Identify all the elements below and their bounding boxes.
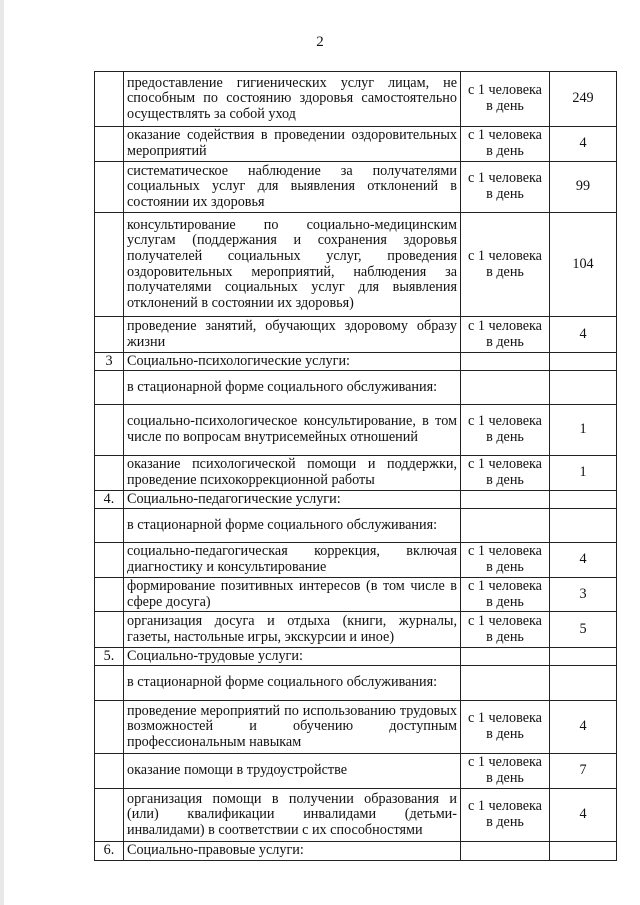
table-row (95, 666, 617, 701)
service-value: 4 (550, 789, 617, 842)
row-number (95, 666, 124, 701)
service-value: 7 (550, 754, 617, 789)
table-row (95, 754, 617, 789)
unit-text: с 1 человека (468, 710, 542, 727)
table-row (95, 127, 617, 162)
service-value (550, 842, 617, 861)
service-value: 1 (550, 405, 617, 456)
unit-cell (461, 509, 550, 543)
unit-text: в день (486, 559, 524, 575)
service-description: организация досуга и отдыха (книги, журналы, газеты, настольные игры, экскурсии и иное) (124, 612, 461, 648)
row-number (95, 543, 124, 578)
service-description: проведение мероприятий по использованию трудовых возможностей и обучению доступным профессиональным навыкам (124, 701, 461, 754)
table-row (95, 509, 617, 543)
unit-cell (461, 456, 550, 491)
service-value: 249 (550, 72, 617, 127)
service-description: предоставление гигиенических услуг лицам, не способным по состоянию здоровья самостоятельно осуществлять за собой уход (124, 72, 461, 127)
unit-text: с 1 человека (468, 127, 542, 144)
service-description: социально-педагогическая коррекция, включая диагностику и консультирование (124, 543, 461, 578)
row-number (95, 162, 124, 213)
service-description: Социально-педагогические услуги: (124, 491, 461, 509)
unit-text: с 1 человека (468, 577, 542, 594)
unit-cell (461, 789, 550, 842)
table-row (95, 648, 617, 666)
row-number (95, 612, 124, 648)
row-number (95, 317, 124, 353)
unit-cell (461, 701, 550, 754)
table-row (95, 456, 617, 491)
unit-text: в день (486, 726, 524, 742)
unit-text: с 1 человека (468, 754, 542, 771)
unit-text: с 1 человека (468, 456, 542, 473)
row-number (95, 371, 124, 405)
unit-text: в день (486, 186, 524, 202)
service-description: в стационарной форме социального обслуживания: (124, 666, 461, 701)
service-value: 3 (550, 578, 617, 612)
service-value: 1 (550, 456, 617, 491)
table-row (95, 371, 617, 405)
unit-cell (461, 162, 550, 213)
row-number: 3 (95, 353, 124, 371)
unit-cell (461, 543, 550, 578)
unit-text: с 1 человека (468, 798, 542, 815)
service-value (550, 648, 617, 666)
service-description: консультирование по социально-медицинским услугам (поддержания и сохранения здоровья получателей социальных услуг, проведения оздоровительных мероприятий, наблюдения за получателями социальных услуг для выявления отклонений в состоянии их здоровья) (124, 213, 461, 317)
table-row (95, 578, 617, 612)
row-number: 5. (95, 648, 124, 666)
unit-text: с 1 человека (468, 317, 542, 334)
unit-text: в день (486, 263, 524, 280)
service-description: социально-психологическое консультирование, в том числе по вопросам внутрисемейных отношений (124, 405, 461, 456)
service-description: оказание помощи в трудоустройстве (124, 754, 461, 789)
service-value (550, 509, 617, 543)
row-number (95, 754, 124, 789)
unit-cell (461, 127, 550, 162)
row-number (95, 578, 124, 612)
unit-text: в день (486, 593, 524, 610)
unit-cell (461, 317, 550, 353)
unit-cell (461, 213, 550, 317)
service-value: 4 (550, 127, 617, 162)
unit-text: с 1 человека (468, 612, 542, 629)
service-value: 4 (550, 701, 617, 754)
service-description: формирование позитивных интересов (в том числе в сфере досуга) (124, 578, 461, 612)
service-description: систематическое наблюдение за получателями социальных услуг для выявления отклонений в состоянии их здоровья (124, 162, 461, 213)
unit-cell (461, 72, 550, 127)
table-row (95, 612, 617, 648)
row-number (95, 127, 124, 162)
service-description: Социально-трудовые услуги: (124, 648, 461, 666)
table-row (95, 842, 617, 861)
service-description: оказание психологической помощи и поддержки, проведение психокоррекционной работы (124, 456, 461, 491)
service-description: проведение занятий, обучающих здоровому образу жизни (124, 317, 461, 353)
table-row (95, 72, 617, 127)
unit-text: в день (486, 143, 524, 159)
service-description: оказание содействия в проведении оздоровительных мероприятий (124, 127, 461, 162)
unit-cell (461, 405, 550, 456)
row-number (95, 701, 124, 754)
table-row (95, 162, 617, 213)
scan-edge-shadow (0, 0, 4, 905)
row-number (95, 509, 124, 543)
row-number (95, 72, 124, 127)
row-number (95, 405, 124, 456)
unit-text: в день (486, 814, 524, 830)
unit-cell (461, 353, 550, 371)
row-number: 4. (95, 491, 124, 509)
unit-text: в день (486, 333, 524, 350)
table-row (95, 543, 617, 578)
service-description: Социально-правовые услуги: (124, 842, 461, 861)
table-row (95, 491, 617, 509)
service-description: Социально-психологические услуги: (124, 353, 461, 371)
unit-cell (461, 371, 550, 405)
unit-text: в день (486, 770, 524, 786)
service-value: 99 (550, 162, 617, 213)
service-value (550, 353, 617, 371)
service-value (550, 371, 617, 405)
unit-text: в день (486, 429, 524, 445)
table-row (95, 789, 617, 842)
service-value: 104 (550, 213, 617, 317)
unit-text: в день (486, 98, 524, 114)
unit-cell (461, 666, 550, 701)
service-value: 4 (550, 543, 617, 578)
unit-cell (461, 754, 550, 789)
table-row (95, 213, 617, 317)
table-row (95, 701, 617, 754)
unit-cell (461, 612, 550, 648)
table-row (95, 405, 617, 456)
service-value (550, 666, 617, 701)
unit-cell (461, 491, 550, 509)
service-value: 4 (550, 317, 617, 353)
row-number (95, 213, 124, 317)
unit-text: с 1 человека (468, 247, 542, 264)
service-description: организация помощи в получении образования и (или) квалификации инвалидами (детьми-инвалидами) в соответствии с их способностями (124, 789, 461, 842)
unit-text: с 1 человека (468, 170, 542, 187)
service-description: в стационарной форме социального обслуживания: (124, 371, 461, 405)
page-number: 2 (316, 34, 324, 50)
unit-text: с 1 человека (468, 82, 542, 99)
unit-cell (461, 842, 550, 861)
row-number (95, 456, 124, 491)
table-row (95, 317, 617, 353)
unit-text: в день (486, 472, 524, 488)
unit-text: с 1 человека (468, 543, 542, 560)
unit-cell (461, 648, 550, 666)
services-table (94, 71, 617, 861)
unit-text: в день (486, 628, 524, 645)
service-description: в стационарной форме социального обслуживания: (124, 509, 461, 543)
row-number (95, 789, 124, 842)
unit-text: с 1 человека (468, 413, 542, 430)
service-value: 5 (550, 612, 617, 648)
service-value (550, 491, 617, 509)
unit-cell (461, 578, 550, 612)
row-number: 6. (95, 842, 124, 861)
table-row (95, 353, 617, 371)
